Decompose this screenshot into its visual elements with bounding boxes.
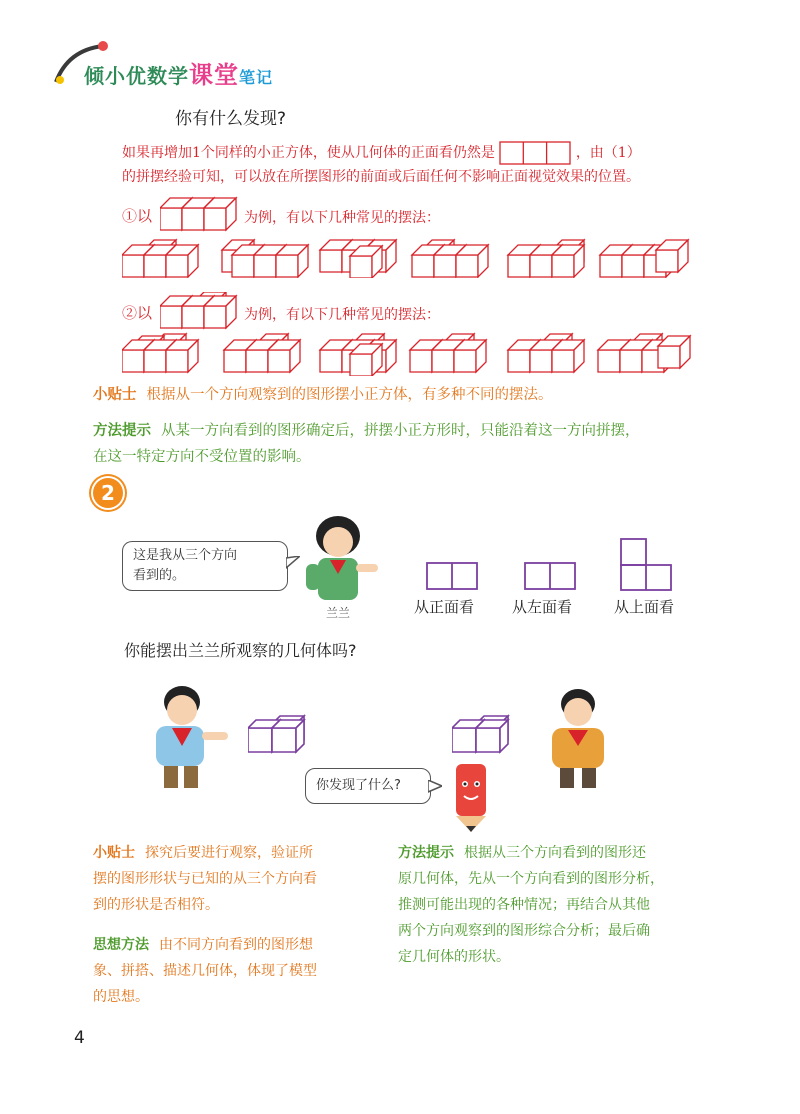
example2-shape (160, 292, 244, 330)
method1-line1: 从某一方向看到的图形确定后，拼摆小正方形时，只能沿着这一方向拼摆， (161, 423, 640, 439)
tip2-block (93, 840, 383, 918)
speech-bubble-pencil: 你发现了什么? (305, 768, 431, 804)
sun-dot-icon (56, 76, 64, 84)
top-view-shape (620, 538, 672, 592)
bubble2-tail-icon (428, 780, 442, 794)
three-square-front-view (499, 141, 571, 165)
ex1-prefix: ①以 (122, 207, 153, 225)
arrangement-2-2 (224, 334, 300, 372)
arrangement-2-1 (122, 334, 198, 372)
view-label-front: 从正面看 (414, 598, 475, 616)
girl-lanlan-illustration (296, 508, 386, 608)
arrangement-1-1 (122, 240, 198, 277)
girl-name-label: 兰兰 (326, 606, 351, 620)
explanation-paragraph (122, 141, 722, 189)
method1-row (93, 418, 723, 470)
pencil-tip-icon (98, 41, 108, 51)
view-label-left: 从左面看 (512, 598, 573, 616)
example2-label (122, 302, 152, 323)
arrangement-2-5 (508, 334, 584, 372)
tip2-line3: 到的形状是否相符。 (93, 897, 219, 913)
thought-line1: 由不同方向看到的图形想 (159, 937, 313, 953)
brand-part1: 倾小优数学 (84, 64, 189, 88)
cube-model-1 (248, 714, 320, 754)
para-after-box: ，由（1） (575, 145, 641, 161)
thought-key: 思想方法 (93, 937, 149, 953)
thought-line2: 象、拼搭、描述几何体，体现了模型 (93, 963, 317, 979)
tip2-key: 小贴士 (93, 845, 135, 861)
view-label-top: 从上面看 (614, 598, 675, 616)
thought-block (93, 932, 383, 1010)
example2-arrangements (122, 332, 692, 376)
bubble-line2: 看到的。 (133, 568, 186, 583)
method2-block (398, 840, 718, 970)
brand-part2: 课堂 (189, 61, 239, 89)
example1-label (122, 205, 152, 226)
thought-line3: 的思想。 (93, 989, 149, 1005)
left-view-shape (524, 562, 576, 590)
brand-title (84, 55, 273, 90)
example2-suffix: 为例，有以下几种常见的摆法： (244, 307, 440, 323)
arrangement-2-4 (410, 334, 486, 372)
section-number-badge: 2 (93, 478, 123, 508)
question-2: 你能摆出兰兰所观察的几何体吗? (124, 641, 357, 660)
method1-key: 方法提示 (93, 423, 151, 439)
para-before-box: 如果再增加1个同样的小正方体，使从几何体的正面看仍然是 (122, 145, 495, 161)
example1-arrangements (122, 236, 692, 278)
boy-right-illustration (538, 682, 618, 792)
cube-model-2 (452, 714, 524, 754)
arrangement-2-3 (320, 334, 396, 376)
arrangement-2-6 (598, 334, 690, 372)
page-number: 4 (74, 1028, 85, 1048)
arrangement-1-2 (222, 240, 308, 277)
arrangement-1-3 (320, 240, 396, 278)
arrangement-1-6 (600, 240, 688, 277)
question-title: 你有什么发现? (175, 109, 287, 129)
method2-line1: 根据从三个方向看到的图形还 (464, 845, 646, 861)
arrangement-1-4 (412, 240, 488, 277)
tip2-line2: 摆的图形形状与已知的从三个方向看 (93, 871, 317, 887)
tip1-key: 小贴士 (93, 387, 137, 403)
method2-line5: 定几何体的形状。 (398, 949, 510, 965)
speech-bubble-lanlan (122, 541, 288, 591)
tip1-row (93, 382, 723, 408)
method2-line3: 推测可能出现的各种情况；再结合从其他 (398, 897, 650, 913)
example1-shape (160, 196, 244, 232)
tip1-text: 根据从一个方向观察到的图形摆小正方体，有多种不同的摆法。 (146, 387, 553, 403)
arrangement-1-5 (508, 240, 584, 277)
pencil-character-illustration (444, 758, 500, 834)
ex2-prefix: ②以 (122, 304, 153, 322)
brand-part3: 笔记 (239, 68, 274, 87)
tip2-line1: 探究后要进行观察，验证所 (145, 845, 313, 861)
para-line2: 的拼摆经验可知，可以放在所摆图形的前面或后面任何不影响正面视觉效果的位置。 (122, 169, 640, 185)
boy-left-illustration (142, 680, 234, 792)
front-view-shape (426, 562, 478, 590)
method1-line2: 在这一特定方向不受位置的影响。 (93, 449, 311, 465)
method2-line2: 原几何体，先从一个方向看到的图形分析， (398, 871, 664, 887)
bubble-line1: 这是我从三个方向 (133, 548, 238, 563)
method2-line4: 两个方向观察到的图形综合分析；最后确 (398, 923, 650, 939)
example1-suffix: 为例，有以下几种常见的摆法： (244, 210, 440, 226)
method2-key: 方法提示 (398, 845, 454, 861)
